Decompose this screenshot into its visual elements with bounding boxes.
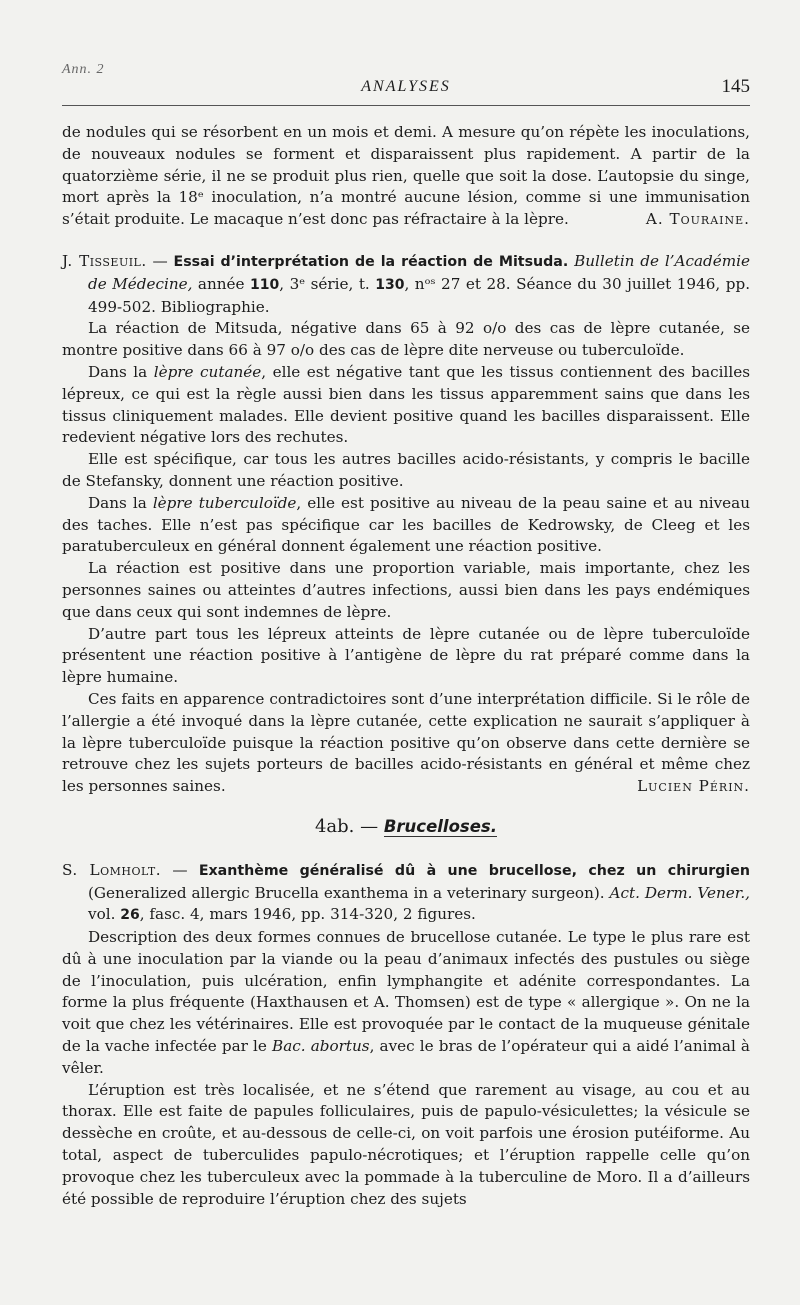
paragraph: [62, 493, 750, 558]
reference-volume: 130: [375, 276, 405, 293]
paragraph: L’éruption est très localisée, et ne s’étend que rarement au visage, au cou et au thorax. Elle est faite de papules folliculaires, puis de papulo-vésiculettes; la vésicule se dessèche en croûte, et au-dessous de celle-ci, on voit parfois une érosion putéiforme. Au total, aspect de tuberculides papulo-nécrotiques; et l’éruption rappelle celle qu’on provoque chez les tuberculeux avec la pommade à la tuberculine de Moro. Il a d’ailleurs été possible de reproduire l’éruption chez des sujets: [62, 1080, 750, 1208]
paragraph: La réaction de Mitsuda, négative dans 65 à 92 o/o des cas de lèpre cutanée, se montre positive dans 66 à 97 o/o des cas de lèpre dite nerveuse ou tuberculoïde.: [62, 319, 750, 360]
reference-volume: 26: [120, 907, 140, 924]
reference-journal: Act. Derm. Vener.,: [609, 883, 750, 902]
reference-journal: Bulletin de l’Académie de Médecine,: [88, 251, 750, 293]
reference-lomholt: [62, 860, 750, 927]
text: , elle est négative tant que les tissus contiennent des bacilles lépreux, ce qui est la règle aussi bien dans les tissus apparemment sains que dans les tissus cliniquement malades. Elle devient positive quand les bacilles disparaissent. Elle redevient négative lors des rechutes.: [62, 362, 751, 447]
paragraph: [62, 689, 750, 798]
section-heading: [62, 816, 750, 838]
reference-title: Essai d’interprétation de la réaction de Mitsuda.: [173, 253, 569, 270]
reference-text: , nᵒˢ 27 et 28. Séance du 30 juillet 1946, pp. 499-502. Bibliographie.: [88, 274, 751, 316]
reference-text: année: [192, 274, 251, 293]
reference-tisseuil: [62, 251, 750, 318]
paragraph: La réaction est positive dans une proportion variable, mais importante, chez les personnes saines ou atteintes d’autres infections, aussi bien dans les pays endémiques que dans ceux qui sont indemnes de lèpre.: [62, 559, 750, 621]
paragraph: Elle est spécifique, car tous les autres bacilles acido-résistants, y compris le bacille de Stefansky, donnent une réaction positive.: [62, 450, 750, 490]
paragraph-text: Ces faits en apparence contradictoires sont d’une interprétation difficile. Si le rôle de l’allergie a été invoqué dans la lèpre cutanée, cette explication ne saurait s’appliquer à la lèpre tuberculoïde puisque la réaction positive qu’on observe dans cette dernière se retrouve chez les sujets porteurs de bacilles acido-résistants en général et même chez les personnes saines.: [62, 689, 750, 796]
running-header: [62, 78, 750, 102]
text: Description des deux formes connues de brucellose cutanée. Le type le plus rare est dû à une inoculation par la viande ou la peau d’animaux infectés des pustules ou siège de l’inoculation, puis ulcération, enfin lymphangite et adénite correspondantes. La forme la plus fréquente (Haxthausen et A. Thomsen) est de type « allergique ». On ne la voit que chez les vétérinaires. Elle est provoquée par le contact de la muqueuse génitale de la vache infectée par le: [62, 928, 750, 1056]
page-number: 145: [721, 76, 750, 97]
reference-year-number: 110: [250, 276, 280, 293]
reference-text: , fasc. 4, mars 1946, pp. 314-320, 2 figures.: [139, 905, 476, 924]
text: , avec le bras de l’opérateur qui a aidé l’animal à vêler.: [62, 1037, 750, 1077]
section-title: Brucelloses.: [383, 816, 498, 836]
paragraph: D’autre part tous les lépreux atteints de lèpre cutanée ou de lèpre tuberculoïde présentent une réaction positive à l’antigène de lèpre du rat préparé comme dans la lèpre humaine.: [62, 624, 750, 687]
reference-author: J. Tisseuil.: [62, 251, 147, 270]
section-number: 4ab.: [314, 815, 355, 837]
italic-term: Bac. abortus: [272, 1037, 370, 1056]
dash: —: [354, 815, 384, 837]
italic-term: lèpre tuberculoïde: [152, 493, 297, 512]
reference-title: Exanthème généralisé dû à une brucellose, chez un chirurgien: [198, 862, 750, 879]
italic-term: lèpre cutanée: [153, 362, 262, 381]
signature: A. Touraine.: [645, 210, 750, 229]
header-rule: [62, 105, 750, 106]
dash: —: [161, 860, 199, 879]
reference-author: S. Lomholt.: [62, 860, 162, 879]
paragraph-continued: [62, 122, 750, 231]
page-body: [62, 122, 750, 1210]
corner-annotation: Ann. 2: [62, 62, 105, 77]
text: Dans la: [88, 493, 153, 512]
text: , elle est positive au niveau de la peau saine et au niveau des taches. Elle n’est pas spécifique car les bacilles de Kedrowsky, de Cleeg et les paratuberculeux en général donnent également une réaction positive.: [62, 493, 751, 556]
signature: Lucien Périn.: [637, 777, 750, 796]
dash: —: [146, 251, 174, 270]
paragraph: [62, 927, 750, 1080]
text: Dans la: [88, 362, 154, 381]
reference-text: vol.: [88, 905, 121, 924]
paragraph-text: de nodules qui se résorbent en un mois et demi. A mesure qu’on répète les inoculations, de nouveaux nodules se forment et disparaissent plus rapidement. A partir de la quatorzième série, il ne se produit plus rien, quelle que soit la dose. L’autopsie du singe, mort après la 18ᵉ inoculation, n’a montré aucune lésion, comme si une immunisation s’était produite. Le macaque n’est donc pas réfractaire à la lèpre.: [62, 123, 750, 229]
reference-text: (Generalized allergic Brucella exanthema in a veterinary surgeon).: [88, 883, 610, 902]
paragraph: [62, 362, 750, 449]
reference-text: , 3ᵉ série, t.: [279, 274, 376, 293]
running-title: ANALYSES: [361, 78, 451, 95]
